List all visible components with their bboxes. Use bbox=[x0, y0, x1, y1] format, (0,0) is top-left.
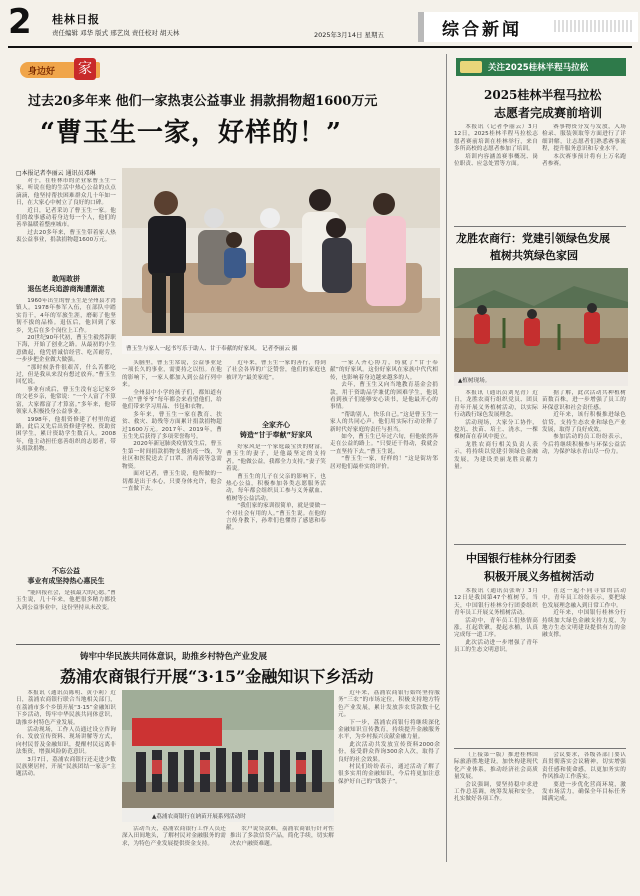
lipu-col-4: 近年来，荔浦农商银行始终坚持服务“三农”的市场定位，积极支持地方特色产业发展，累计发放涉农贷款数十亿元。 下一步，荔浦农商银行将继续深化金融知识宣传教育，持续提升金融服务水平，为乡村振兴贡献金融力量。 此次活动共发放宣传资料2000余份，接受群众咨询300余人次，取得了良好的社会效果。 村民们纷纷表示，通过活动了解了很多实用的金融知识，今后将更加注意保护好自己的“钱袋子”。 bbox=[338, 690, 440, 785]
right-rule-3 bbox=[454, 748, 626, 749]
lead-col-2: 头脑里，曹玉生常说，公益事业是一项长久的事业，需要持之以恒。在他的影响下，一家人都加入到公益行列中来。 全州县中小学的孩子们，都知道有一位“曹爷爷”每年都会来看望他们，给他们带来学习用品、书包和衣物。 多年来，曹玉生一家在教育、扶贫、救灾、助残等方面累计捐款捐物超过1600万元。2017年、2019年，曹玉生先后获得了多项荣誉称号。 2020年新冠肺炎疫情发生后，曹玉生第一时间捐款捐物支援抗疫一线，为社区和医院送去了口罩、消毒液等急需物资。 面对记者，曹玉生说，他所做的一切都是出于本心，只要身体允许，他会一直做下去。 bbox=[122, 360, 222, 492]
lead-col-3b: 好家风是一个家庭最宝贵的财富。曹玉生的妻子，是他最坚定的支持者。“他做公益，我都全力支持。”妻子笑着说。 曹玉生的儿子在父亲的影响下，也热心公益，积极参加各类志愿服务活动，每年都会组织员工参与义务献血、植树等公益活动。 “我们家的家训很简单，就是要做一个对社会有用的人。”曹玉生说。在他的言传身教下，孙辈们也懂得了感恩和奉献。 bbox=[226, 444, 326, 532]
subhead-2-line: 不忘公益 事业有成坚持热心惠民生 bbox=[27, 567, 105, 585]
masthead-paper-name: 桂林日报 bbox=[52, 13, 100, 26]
subhead-3-line: 全家齐心 铸造“甘于奉献”好家风 bbox=[239, 421, 313, 439]
tag-left-label: 身边好 bbox=[28, 67, 56, 77]
lipu-col-1: 本报讯（通讯员陈明、黄小莉）近日，荔浦农商银行联合当地相关部门，在荔浦市多个乡镇开展“3·15”金融知识下乡活动，铸牢中华民族共同体意识，助推乡村特色产业发展。 活动现场，工作人员通过设立咨询台、发放宣传资料、现场讲解等方式，向村民普及金融知识，提醒村民远离非法集资，增强风险防范意识。 3月7日，荔浦农商银行还走进少数民族聚居村，开展“民族团结一家亲”主题活动。 bbox=[16, 690, 116, 778]
lipu-headline: 荔浦农商银行开展“3·15”金融知识下乡活动 bbox=[60, 667, 374, 686]
longsheng-byline: 本报讯（通讯员刘见青） bbox=[465, 390, 533, 396]
boc-headline-2: 积极开展义务植树活动 bbox=[484, 570, 594, 583]
boc-headline-1: 中国银行桂林分行团委 bbox=[466, 552, 576, 565]
page-number: 2 bbox=[8, 2, 32, 42]
marathon-tag-icon bbox=[460, 61, 482, 73]
tag-box-label: 家 bbox=[74, 58, 96, 80]
lead-col-1b: 1960年出生的曹玉生是全州县才湾镇人。1978年参军入伍，在部队中踏实肯干，4年的军旅生涯，磨砺了他坚韧不拔的品格。退伍后，他回到了家乡，先后在多个岗位上工作。 20世纪90年代初，曹玉生毅然辞职下海，开始了创业之路。从最初的小生意做起，他凭借诚信经营、吃苦耐劳，一步步把企业做大做强。 “那时候条件很艰苦，什么苦都吃过，但是我从来没有想过放弃。”曹玉生回忆说。 事业有成后，曹玉生没有忘记家乡的父老乡亲，他常说：“一个人富了不算富，大家都富了才算富。”多年来，他带领家人积极投身公益事业。 1998年，他捐资修建了村里的道路。此后又先后出资修建学校、资助贫困学生，累计资助学生数百人。2008年，他主动担任慈善组织的志愿者，带头捐款捐物。 bbox=[16, 298, 116, 453]
lead-col-1c: “能回报社会，是我最大的心愿。”曹玉生说，几十年来，他把很多精力都投入到公益事业中，这份坚持从未改变。 bbox=[16, 590, 116, 611]
lipu-col-2: 活动当天，荔浦农商银行工作人员还深入田间地头，了解村民对金融服务的需求，为特色产业发展提供资金支持。 bbox=[122, 826, 226, 847]
marathon-tag bbox=[456, 58, 626, 76]
lipu-photo bbox=[122, 690, 334, 822]
lead-bottom-rule bbox=[16, 644, 440, 645]
lead-subhead-1 bbox=[16, 274, 116, 294]
family-photo-caption: 曹玉生与家人一起书写乐于助人、甘于奉献的好家风。 记者李丽云 摄 bbox=[126, 346, 298, 352]
lead-headline: “曹玉生一家，好样的！” bbox=[40, 118, 342, 148]
masthead-rule bbox=[8, 46, 632, 48]
lead-kicker: 过去20多年来 他们一家热衷公益事业 捐款捐物超1600万元 bbox=[28, 94, 378, 109]
longsheng-col-1: 本报讯（通讯员刘见青）近日，龙胜农商行组织党员、团员青年开展义务植树活动，以实际行动践行绿色发展理念。 活动现场，大家分工协作，挖坑、扶苗、培土、浇水，一棵棵树苗在春风中挺立。 龙胜农商行相关负责人表示，将持续以党建引领绿色金融发展，为建设美丽龙胜贡献力量。 bbox=[454, 390, 538, 471]
lead-col-3: 近年来，曹玉生一家的善行，得到了社会各界的广泛赞誉，他们的家庭也被评为“最美家庭”。 bbox=[226, 360, 326, 381]
longsheng-photo-caption: ▲植树现场。 bbox=[458, 378, 491, 384]
marathon-headline-1: 2025桂林半程马拉松 bbox=[484, 88, 602, 102]
section-title: 综合新闻 bbox=[442, 20, 522, 40]
lead-byline: □本报记者李丽云 通讯员邓琳 bbox=[16, 170, 96, 177]
boc-col-1: 本报讯（通讯员张昕）3月12日是我国第47个植树节。当天，中国银行桂林分行团委组织青年员工开展义务植树活动。 活动中，青年员工们热情高涨，扛起铁锹，提起水桶，认真完成每一道工序。 此次活动进一步增强了青年员工的生态文明意识。 bbox=[454, 588, 538, 654]
masthead-date: 2025年3月14日 星期五 bbox=[314, 31, 385, 39]
longsheng-col-2: 据了解，此次活动共种植树苗数百株，进一步增强了员工的环保意识和社会责任感。 近年来，该行积极推进绿色信贷，支持生态农业和绿色产业发展，取得了良好成效。 参加活动的员工纷纷表示，今后将继续积极参与环保公益活动，为保护绿水青山尽一份力。 bbox=[542, 390, 626, 456]
marathon-col-1: 本报讯（记者李丽云）3月12日，2025桂林半程马拉松志愿者赛前培训在桂林举行，来自多所高校的志愿者参加了培训。 培训内容涵盖赛事概况、岗位职责、应急处置等方面。 bbox=[454, 124, 538, 168]
masthead bbox=[8, 2, 632, 46]
column-divider bbox=[446, 54, 447, 862]
right-rule-1 bbox=[454, 226, 626, 227]
section-tab-stripe bbox=[554, 20, 634, 32]
lipu-col-3: 农户说贷款难，荔浦农商银行针对性推出了多款信贷产品，简化手续，切实解决农户融资难题。 bbox=[230, 826, 334, 847]
longsheng-headline-1: 龙胜农商行：党建引领绿色发展 bbox=[456, 232, 610, 245]
marathon-col-2: 赛事物资分发与发放，入场检录、服装领取等方面进行了详细讲解，让志愿者们熟悉赛事流程，提升服务意识和专业水平。 本次赛事预计将有上万名跑者参赛。 bbox=[542, 124, 626, 168]
subhead-1-line: 敢闯敢拼 退伍老兵追游商海遭潮流 bbox=[27, 275, 105, 293]
right-rule-2 bbox=[454, 544, 626, 545]
lead-subhead-2 bbox=[16, 566, 116, 586]
good-family-tag bbox=[20, 56, 120, 86]
lipu-kicker: 铸牢中华民族共同体意识，助推乡村特色产业发展 bbox=[80, 652, 268, 662]
lead-col-4: 一家人齐心协力，铸就了“甘于奉献”的好家风。这份好家风在家族中代代相传，也影响着身边越来越多的人。 去年，曹玉生又向当地教育基金会捐款，用于资助品学兼优的困难学生，他说看到孩子们能够安心读书，是他最开心的事情。 “帮助别人，快乐自己。”这是曹玉生一家人的共同心声。他们用实际行动诠释了新时代好家庭的责任与担当。 如今，曹玉生已年过六旬，但他依然奔走在公益的路上。“只要还干得动，我就会一直坚持下去。”曹玉生说。 “曹玉生一家，好样的！”这是街坊邻居对他们最朴实的评价。 bbox=[330, 360, 438, 470]
marathon-tag-label: 关注2025桂林半程马拉松 bbox=[488, 63, 589, 73]
boc-col-2: 在这一起不同寻常的活动中，青年员工纷纷表示，要把绿色发展理念融入到日常工作中。 近年来，中国银行桂林分行持续加大绿色金融支持力度，为地方生态文明建设提供有力的金融支撑。 bbox=[542, 588, 626, 639]
longsheng-headline-2: 植树共筑绿色家园 bbox=[490, 249, 578, 262]
marathon-byline: 本报讯（记者李丽云） bbox=[465, 124, 529, 130]
lead-col-1: 对于，在桂林市的企业家曹玉生一家，听说在他的生活中热心公益的点点滴滴，他坚持帮扶困难群众几十年如一日，在大家心中树立了良好的口碑。 近日，记者采访了曹玉生一家。他们的故事感动着身边每一个人，他们的善举温暖着整座城市。 过去20多年来，曹玉生带着家人热衷公益事业，捐款捐物超1600万元。 bbox=[16, 178, 116, 244]
masthead-staff: 责任编辑 邓华 版式 邢艺岚 责任校对 胡天林 bbox=[52, 29, 180, 37]
marathon-headline-2: 志愿者完成赛前培训 bbox=[494, 106, 603, 120]
longsheng-photo bbox=[454, 268, 628, 386]
lead-subhead-3 bbox=[226, 420, 326, 440]
family-photo bbox=[122, 168, 440, 354]
lipu-photo-caption: ▲荔浦农商银行在讷苗开展系列活动时 bbox=[152, 814, 246, 820]
section-tab bbox=[418, 12, 638, 42]
continued-byline: （上接第一版） bbox=[465, 752, 508, 758]
continued-col-2: 会议要求，各级各部门要认真贯彻落实会议精神，切实增强责任感和使命感，以更加务实的作风推动工作落实。 要进一步优化营商环境，激发市场活力，确保全年目标任务圆满完成。 bbox=[542, 752, 626, 803]
continued-col-1: （上接第一版）推进桂林国际旅游胜地建设，加快构建现代化产业体系，推动经济社会高质量发展。 会议强调，要坚持稳中求进工作总基调，统筹发展和安全，扎实做好各项工作。 bbox=[454, 752, 538, 803]
boc-byline: 本报讯（通讯员张昕） bbox=[465, 588, 529, 594]
